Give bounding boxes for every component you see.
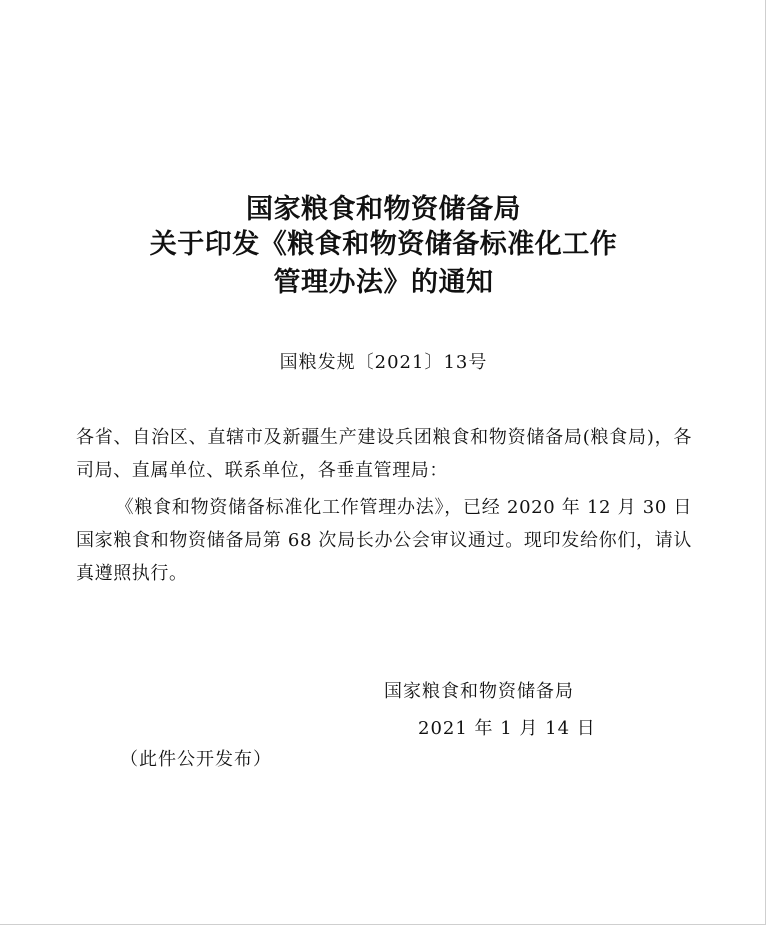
content-paragraph: 《粮食和物资储备标准化工作管理办法》，已经 2020 年 12 月 30 日国家粮食和物资储备局第 68 次局长办公会审议通过。现印发给你们，请认真遵照执行。 (76, 497, 692, 584)
title-line-3: 管理办法》的通知 (273, 267, 494, 298)
publish-note: （此件公开发布） (120, 749, 272, 770)
title-line-1: 国家粮食和物资储备局 (246, 194, 521, 225)
document-number: 国粮发规〔2021〕13号 (279, 352, 488, 373)
issue-date: 2021 年 1 月 14 日 (418, 718, 596, 739)
addressee-paragraph: 各省、自治区、直辖市及新疆生产建设兵团粮食和物资储备局(粮食局)，各司局、直属单位、联系单位，各垂直管理局： (76, 427, 692, 481)
title-line-2: 关于印发《粮食和物资储备标准化工作 (149, 229, 618, 260)
issuer-signature: 国家粮食和物资储备局 (384, 681, 574, 702)
